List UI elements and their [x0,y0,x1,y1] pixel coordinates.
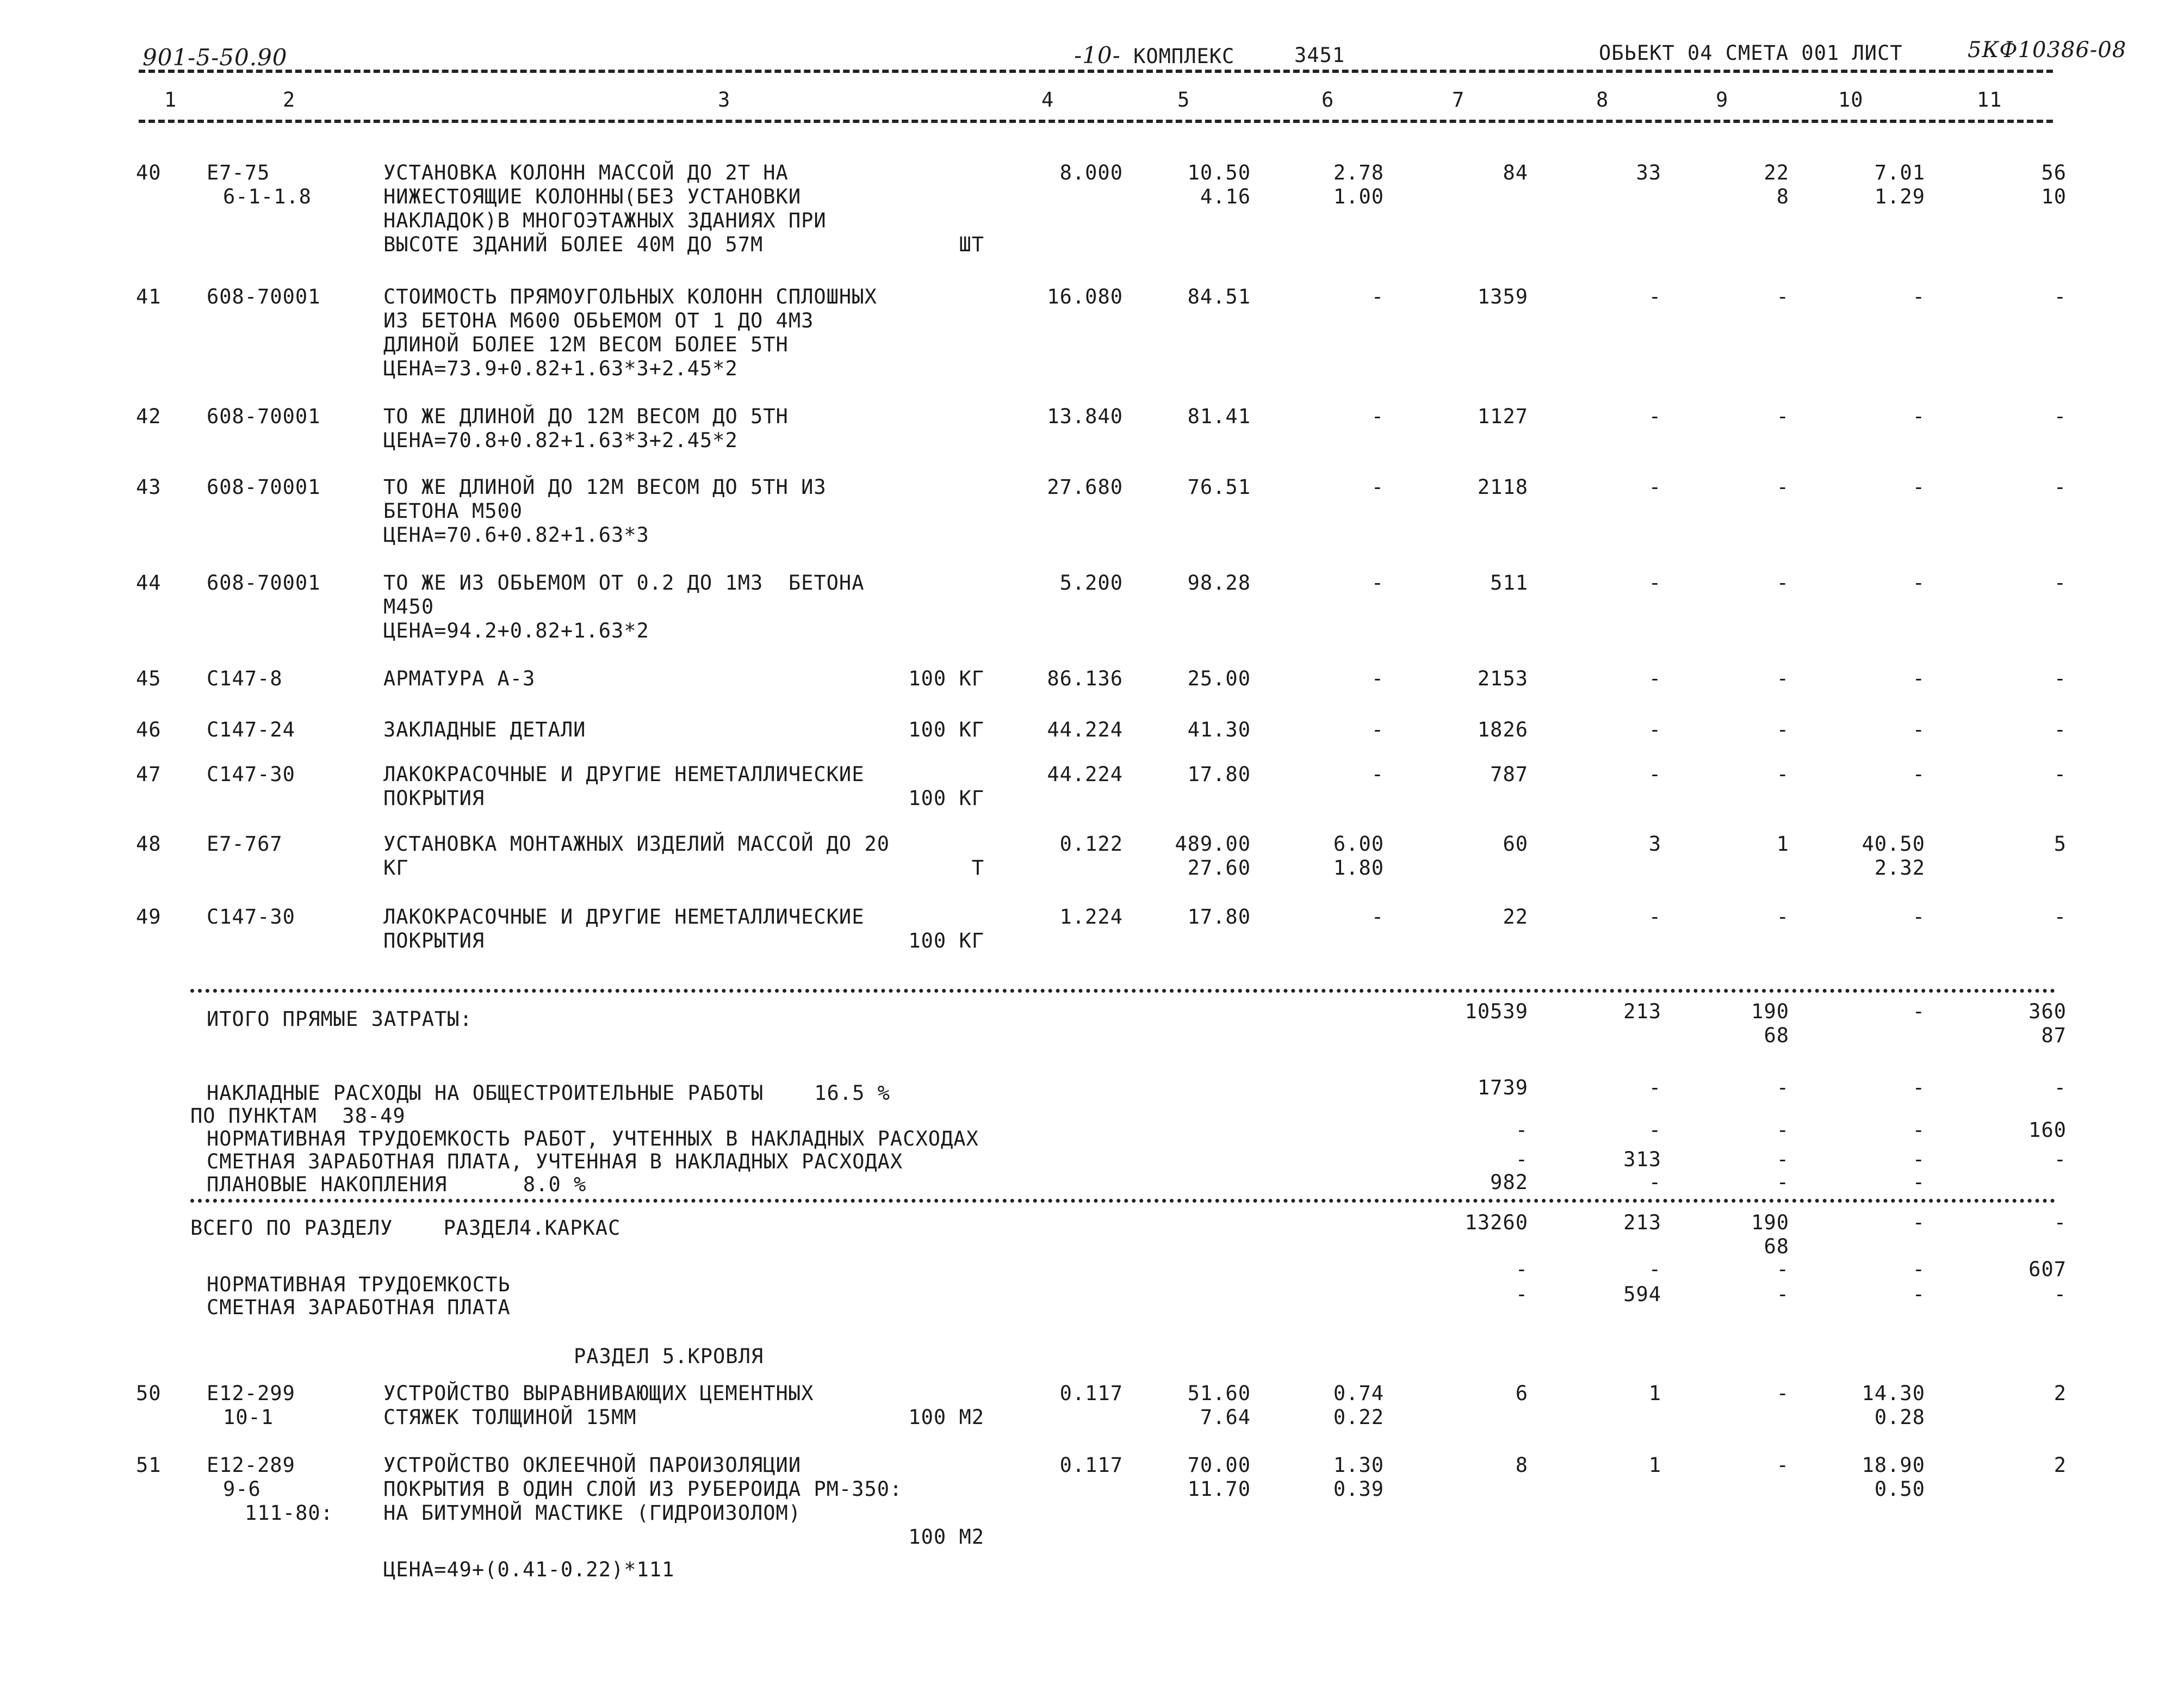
cell-c9: 22 [1764,161,1789,184]
row-description: ПОКРЫТИЯ [383,929,485,952]
total-c11: - [2053,1076,2067,1099]
cell-c11: - [2053,667,2067,690]
column-header-10: 10 [1838,88,1864,112]
object-info: ОБЬЕКТ 04 СМЕТА 001 ЛИСТ [1599,41,1903,65]
total-c8: - [1648,1171,1661,1194]
document-code: 901-5-50.90 [142,44,288,71]
cell-c11: - [2053,571,2067,595]
row-number: 45 [136,667,162,690]
total-c9: 68 [1764,1235,1789,1258]
row-number: 47 [136,763,162,786]
cell-c7: 84 [1503,161,1528,184]
total-c8: 213 [1623,1211,1661,1234]
row-unit: Т [971,856,984,880]
cell-c5: 41.30 [1187,718,1251,741]
cell-c4: 16.080 [1047,285,1123,308]
cell-c9: - [1776,285,1789,308]
cell-c7: 2153 [1477,667,1528,690]
total-c8: 213 [1623,1000,1661,1023]
section-5-price-line: ЦЕНА=49+(0.41-0.22)*111 [383,1558,675,1581]
row-code: 608-70001 [207,475,321,499]
total-c11: 607 [2028,1258,2067,1281]
cell-c4: 1.224 [1059,905,1123,929]
complex-label: КОМПЛЕКС [1133,45,1235,68]
cell-c11: - [2053,285,2067,308]
row-number: 42 [136,405,162,428]
row-code: 608-70001 [207,285,321,308]
row-code: 608-70001 [207,405,321,428]
total-c7: - [1515,1118,1528,1142]
cell-c7: 2118 [1477,475,1528,499]
row-code: 608-70001 [207,571,321,595]
column-header-9: 9 [1716,88,1729,112]
row-unit: 100 КГ [908,718,984,741]
row-description: НИЖЕСТОЯЩИЕ КОЛОННЫ(БЕЗ УСТАНОВКИ [383,185,802,208]
cell-c11: - [2053,905,2067,929]
cell-c4: 5.200 [1059,571,1123,595]
cell-c5: 17.80 [1187,905,1251,929]
header-divider-top [139,70,2053,73]
cell-c10: - [1912,405,1925,428]
row-description: ЛАКОКРАСОЧНЫЕ И ДРУГИЕ НЕМЕТАЛЛИЧЕСКИЕ [383,905,865,929]
cell-c7: 60 [1503,832,1528,856]
cell-c5: 7.64 [1200,1406,1251,1429]
row-description: БЕТОНА М500 [383,499,523,523]
row-number: 50 [136,1382,162,1405]
cell-c5: 84.51 [1187,285,1251,308]
row-unit: 100 М2 [908,1525,984,1549]
cell-c9: - [1776,905,1789,929]
cell-c11: 2 [2053,1382,2067,1405]
cell-c4: 0.122 [1059,832,1123,856]
cell-c11: - [2053,475,2067,499]
total-c7: 1739 [1477,1076,1528,1099]
total-c7: 10539 [1465,1000,1528,1023]
cell-c7: 1826 [1477,718,1528,741]
total-c7: - [1515,1283,1528,1306]
row-description: ЛАКОКРАСОЧНЫЕ И ДРУГИЕ НЕМЕТАЛЛИЧЕСКИЕ [383,763,865,786]
total-c10: - [1912,1000,1925,1023]
total-c10: - [1912,1283,1925,1306]
row-unit: 100 КГ [908,787,984,810]
total-c10: - [1912,1118,1925,1142]
cell-c11: 5 [2053,832,2067,856]
cell-c11: - [2053,763,2067,786]
column-header-1: 1 [164,88,177,112]
cell-c11: - [2053,718,2067,741]
cell-c6: 2.78 [1333,161,1384,184]
row-description: ЦЕНА=70.6+0.82+1.63*3 [383,523,649,547]
cell-c5: 81.41 [1187,405,1251,428]
cell-c9: - [1776,667,1789,690]
cell-c5: 11.70 [1187,1477,1251,1501]
row-description: КГ [383,856,409,880]
total-c10: - [1912,1148,1925,1171]
cell-c6: - [1371,475,1384,499]
page-number-value: -10- [1074,42,1121,69]
cell-c7: 1359 [1477,285,1528,308]
stamp-number: 5КФ10386-08 [1968,38,2127,63]
cell-c6: 1.00 [1333,185,1384,208]
cell-c10: - [1912,475,1925,499]
cell-c9: - [1776,571,1789,595]
cell-c6: - [1371,571,1384,595]
row-code: 6-1-1.8 [223,185,312,208]
cell-c5: 489.00 [1175,832,1251,856]
row-description: УСТРОЙСТВО ВЫРАВНИВАЮЩИХ ЦЕМЕНТНЫХ [383,1382,814,1405]
cell-c8: - [1648,718,1661,741]
row-code: Е7-767 [207,832,283,856]
total-c7: - [1515,1258,1528,1281]
total-c9: - [1776,1118,1789,1142]
cell-c10: 0.50 [1874,1477,1925,1501]
cell-c10: - [1912,718,1925,741]
row-description: ЗАКЛАДНЫЕ ДЕТАЛИ [383,718,586,741]
cell-c5: 70.00 [1187,1453,1251,1477]
cell-c6: - [1371,285,1384,308]
cell-c9: 8 [1776,185,1789,208]
cell-c5: 27.60 [1187,856,1251,880]
cell-c6: - [1371,667,1384,690]
cell-c6: 0.74 [1333,1382,1384,1405]
total-c8: - [1648,1076,1661,1099]
row-description: ПОКРЫТИЯ В ОДИН СЛОЙ ИЗ РУБЕРОИДА РМ-350: [383,1477,903,1501]
row-description: УСТАНОВКА МОНТАЖНЫХ ИЗДЕЛИЙ МАССОЙ ДО 20 [383,832,890,856]
row-number: 51 [136,1453,162,1477]
cell-c8: - [1648,475,1661,499]
dotted-separator-1 [190,989,2056,993]
cell-c11: 10 [2041,185,2067,208]
total-c8: 313 [1623,1148,1661,1171]
row-unit: 100 КГ [908,667,984,690]
norm-labor-label: НОРМАТИВНАЯ ТРУДОЕМКОСТЬ РАБОТ, УЧТЕННЫХ В НАКЛАДНЫХ РАСХОДАХ [207,1127,979,1150]
cell-c8: - [1648,763,1661,786]
column-header-3: 3 [718,88,731,112]
row-code: Е12-299 [207,1382,295,1405]
row-description: ТО ЖЕ ИЗ ОБЬЕМОМ ОТ 0.2 ДО 1М3 БЕТОНА [383,571,865,595]
cell-c5: 17.80 [1187,763,1251,786]
column-header-11: 11 [1977,88,2002,112]
cell-c10: - [1912,763,1925,786]
cell-c8: - [1648,571,1661,595]
cell-c5: 76.51 [1187,475,1251,499]
row-unit: 100 М2 [908,1406,984,1429]
row-code: Е12-289 [207,1453,295,1477]
cell-c7: 511 [1490,571,1528,595]
cell-c11: - [2053,405,2067,428]
cell-c8: 1 [1648,1382,1661,1405]
cell-c8: 3 [1648,832,1661,856]
row-description: ВЫСОТЕ ЗДАНИЙ БОЛЕЕ 40М ДО 57М [383,233,764,256]
column-header-6: 6 [1321,88,1335,112]
wage-label: СМЕТНАЯ ЗАРАБОТНАЯ ПЛАТА, УЧТЕННАЯ В НАКЛАДНЫХ РАСХОДАХ [207,1150,903,1173]
cell-c11: 56 [2041,161,2067,184]
total-c9: 68 [1764,1024,1789,1047]
row-number: 41 [136,285,162,308]
cell-c10: 0.28 [1874,1406,1925,1429]
row-description: ТО ЖЕ ДЛИНОЙ ДО 12М ВЕСОМ ДО 5ТН [383,405,789,428]
cell-c10: 7.01 [1874,161,1925,184]
total-c7: - [1515,1148,1528,1171]
row-code: 10-1 [223,1406,274,1429]
total-c9: - [1776,1148,1789,1171]
cell-c10: - [1912,667,1925,690]
cell-c5: 98.28 [1187,571,1251,595]
cell-c5: 4.16 [1200,185,1251,208]
cell-c6: - [1371,763,1384,786]
cell-c4: 0.117 [1059,1453,1123,1477]
total-c8: 594 [1623,1283,1661,1306]
cell-c10: 18.90 [1862,1453,1925,1477]
row-description: ПОКРЫТИЯ [383,787,485,810]
row-number: 49 [136,905,162,929]
dotted-separator-2 [190,1199,2056,1203]
total-c11: 360 [2028,1000,2067,1023]
cell-c8: - [1648,405,1661,428]
total-c8: - [1648,1118,1661,1142]
total-c10: - [1912,1211,1925,1234]
cell-c8: - [1648,667,1661,690]
total-c9: - [1776,1283,1789,1306]
row-description: НАКЛАДОК)В МНОГОЭТАЖНЫХ ЗДАНИЯХ ПРИ [383,209,827,232]
cell-c4: 27.680 [1047,475,1123,499]
column-header-8: 8 [1596,88,1609,112]
cell-c4: 44.224 [1047,718,1123,741]
row-unit: ШТ [959,233,984,256]
cell-c10: 1.29 [1874,185,1925,208]
cell-c5: 10.50 [1187,161,1251,184]
row-code: С147-24 [207,718,295,741]
cell-c9: - [1776,1453,1789,1477]
points-label: ПО ПУНКТАМ 38-49 [190,1104,406,1128]
column-header-7: 7 [1452,88,1465,112]
row-description: СТОИМОСТЬ ПРЯМОУГОЛЬНЫХ КОЛОНН СПЛОШНЫХ [383,285,877,308]
cell-c6: 1.30 [1333,1453,1384,1477]
cell-c8: 33 [1636,161,1661,184]
cell-c11: 2 [2053,1453,2067,1477]
planned-label: ПЛАНОВЫЕ НАКОПЛЕНИЯ 8.0 % [207,1173,587,1196]
cell-c6: 1.80 [1333,856,1384,880]
total-c10: - [1912,1171,1925,1194]
total-c10: - [1912,1258,1925,1281]
row-description: УСТАНОВКА КОЛОНН МАССОЙ ДО 2Т НА [383,161,789,184]
cell-c9: - [1776,763,1789,786]
overhead-label: НАКЛАДНЫЕ РАСХОДЫ НА ОБЩЕСТРОИТЕЛЬНЫЕ РАБОТЫ 16.5 % [207,1081,890,1105]
header-divider-bottom [139,120,2053,123]
row-code: 9-6 [223,1477,261,1501]
total-c9: - [1776,1076,1789,1099]
row-number: 40 [136,161,162,184]
row-unit: 100 КГ [908,929,984,952]
section-total-label: ВСЕГО ПО РАЗДЕЛУ РАЗДЕЛ4.КАРКАС [190,1216,621,1240]
column-header-4: 4 [1041,88,1054,112]
row-description: АРМАТУРА А-3 [383,667,536,690]
cell-c5: 25.00 [1187,667,1251,690]
row-description: ЦЕНА=94.2+0.82+1.63*2 [383,619,649,642]
section-5-title: РАЗДЕЛ 5.КРОВЛЯ [574,1345,764,1368]
total-c9: - [1776,1171,1789,1194]
total-c11: - [2053,1283,2067,1306]
cell-c9: - [1776,405,1789,428]
cell-c7: 787 [1490,763,1528,786]
row-code: 111-80: [245,1501,333,1525]
cell-c4: 8.000 [1059,161,1123,184]
row-code: С147-30 [207,763,295,786]
total-c11: 160 [2028,1118,2067,1142]
cell-c10: - [1912,285,1925,308]
cell-c6: - [1371,905,1384,929]
cell-c8: - [1648,905,1661,929]
cell-c7: 22 [1503,905,1528,929]
row-number: 48 [136,832,162,856]
cell-c8: 1 [1648,1453,1661,1477]
total-c9: 190 [1751,1000,1789,1023]
row-description: ЦЕНА=70.8+0.82+1.63*3+2.45*2 [383,429,738,452]
cell-c10: - [1912,571,1925,595]
total-c9: 190 [1751,1211,1789,1234]
cell-c6: - [1371,405,1384,428]
row-number: 46 [136,718,162,741]
cell-c4: 13.840 [1047,405,1123,428]
cell-c7: 8 [1515,1453,1528,1477]
complex-number: 3451 [1294,44,1345,67]
total-c7: 982 [1490,1171,1528,1194]
total-c7: 13260 [1465,1211,1528,1234]
page-number [1074,44,1234,69]
column-header-5: 5 [1177,88,1190,112]
total-c11: - [2053,1148,2067,1171]
row-code: С147-8 [207,667,283,690]
cell-c7: 1127 [1477,405,1528,428]
cell-c9: - [1776,475,1789,499]
cell-c9: 1 [1776,832,1789,856]
total-c8: - [1648,1258,1661,1281]
row-description: М450 [383,595,435,618]
row-description: СТЯЖЕК ТОЛЩИНОЙ 15ММ [383,1406,637,1429]
cell-c5: 51.60 [1187,1382,1251,1405]
cell-c10: - [1912,905,1925,929]
total-c10: - [1912,1076,1925,1099]
row-code: С147-30 [207,905,295,929]
row-code: Е7-75 [207,161,270,184]
total-c9: - [1776,1258,1789,1281]
column-header-2: 2 [283,88,296,112]
row-number: 44 [136,571,162,595]
cell-c6: 0.39 [1333,1477,1384,1501]
total-c11: - [2053,1211,2067,1234]
cell-c10: 14.30 [1862,1382,1925,1405]
section-wage-label: СМЕТНАЯ ЗАРАБОТНАЯ ПЛАТА [207,1296,511,1319]
cell-c10: 40.50 [1862,832,1925,856]
direct-costs-label: ИТОГО ПРЯМЫЕ ЗАТРАТЫ: [207,1007,473,1031]
row-description: НА БИТУМНОЙ МАСТИКЕ (ГИДРОИЗОЛОМ) [383,1501,802,1525]
row-description: ЦЕНА=73.9+0.82+1.63*3+2.45*2 [383,357,738,380]
cell-c6: 0.22 [1333,1406,1384,1429]
cell-c4: 0.117 [1059,1382,1123,1405]
cell-c7: 6 [1515,1382,1528,1405]
cell-c4: 44.224 [1047,763,1123,786]
row-description: ИЗ БЕТОНА М600 ОБЬЕМОМ ОТ 1 ДО 4М3 [383,309,814,332]
section-norm-label: НОРМАТИВНАЯ ТРУДОЕМКОСТЬ [207,1273,511,1296]
cell-c6: - [1371,718,1384,741]
cell-c9: - [1776,1382,1789,1405]
row-number: 43 [136,475,162,499]
cell-c6: 6.00 [1333,832,1384,856]
row-description: ДЛИНОЙ БОЛЕЕ 12М ВЕСОМ БОЛЕЕ 5ТН [383,333,789,356]
row-description: ТО ЖЕ ДЛИНОЙ ДО 12М ВЕСОМ ДО 5ТН ИЗ [383,475,827,499]
row-description: УСТРОЙСТВО ОКЛЕЕЧНОЙ ПАРОИЗОЛЯЦИИ [383,1453,802,1477]
cell-c4: 86.136 [1047,667,1123,690]
cell-c10: 2.32 [1874,856,1925,880]
cell-c8: - [1648,285,1661,308]
total-c11: 87 [2041,1024,2067,1047]
cell-c9: - [1776,718,1789,741]
